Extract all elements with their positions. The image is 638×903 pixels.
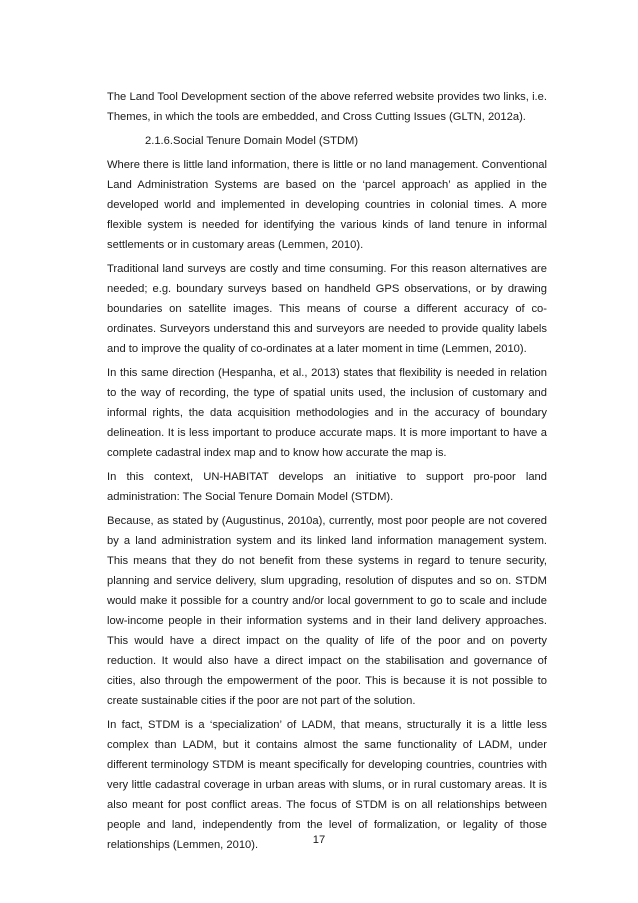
section-heading: 2.1.6.Social Tenure Domain Model (STDM) xyxy=(145,135,359,147)
page-number: 17 xyxy=(312,834,326,846)
intro-paragraph: The Land Tool Development section of the above referred website provides two links, i.e. Themes, in which the tools are embedded, and Cross Cutting Issues (GLTN, 2012a). xyxy=(107,91,547,123)
paragraph-stdm-specialization: In fact, STDM is a ‘specialization’ of LADM, that means, structurally it is a little less complex than LADM, but it contains almost the same functionality of LADM, under different terminology STDM is meant specifically for developing countries, countries with very little cadastral coverage in urban areas with slums, or in rural customary areas. It is also meant for post conflict areas. The focus of STDM is on all relationships between people and land, independently from the level of formalization, or legality of those relationships (Lemmen, 2010). xyxy=(107,719,547,851)
body-text xyxy=(107,87,547,859)
paragraph-flexibility: In this same direction (Hespanha, et al., 2013) states that flexibility is needed in relation to the way of recording, the type of spatial units used, the inclusion of customary and informal rights, the data acquisition methodologies and in the accuracy of boundary delineation. It is less important to produce accurate maps. It is more important to have a complete cadastral index map and to know how accurate the map is. xyxy=(107,367,547,459)
paragraph-un-habitat: In this context, UN-HABITAT develops an initiative to support pro-poor land administration: The Social Tenure Domain Model (STDM). xyxy=(107,471,547,503)
paragraph-augustinus: Because, as stated by (Augustinus, 2010a), currently, most poor people are not covered by a land administration system and its linked land information management system. This means that they do not benefit from these systems in regard to tenure security, planning and service delivery, slum upgrading, resolution of disputes and so on. STDM would make it possible for a country and/or local government to go to scale and include low-income people in their information systems and in their land delivery approaches. This would have a direct impact on the quality of life of the poor and on poverty reduction. It would also have a direct impact on the stabilisation and governance of cities, also through the empowerment of the poor. This is because it is not possible to create sustainable cities if the poor are not part of the solution. xyxy=(107,515,547,707)
paragraph-land-information: Where there is little land information, there is little or no land management. Conventional Land Administration Systems are based on the ‘parcel approach’ as applied in the developed world and implemented in developing countries in colonial times. A more flexible system is needed for identifying the various kinds of land tenure in informal settlements or in customary areas (Lemmen, 2010). xyxy=(107,159,547,251)
paragraph-land-surveys: Traditional land surveys are costly and time consuming. For this reason alternatives are needed; e.g. boundary surveys based on handheld GPS observations, or by drawing boundaries on satellite images. This means of course a different accuracy of co-ordinates. Surveyors understand this and surveyors are needed to provide quality labels and to improve the quality of co-ordinates at a later moment in time (Lemmen, 2010). xyxy=(107,263,547,355)
